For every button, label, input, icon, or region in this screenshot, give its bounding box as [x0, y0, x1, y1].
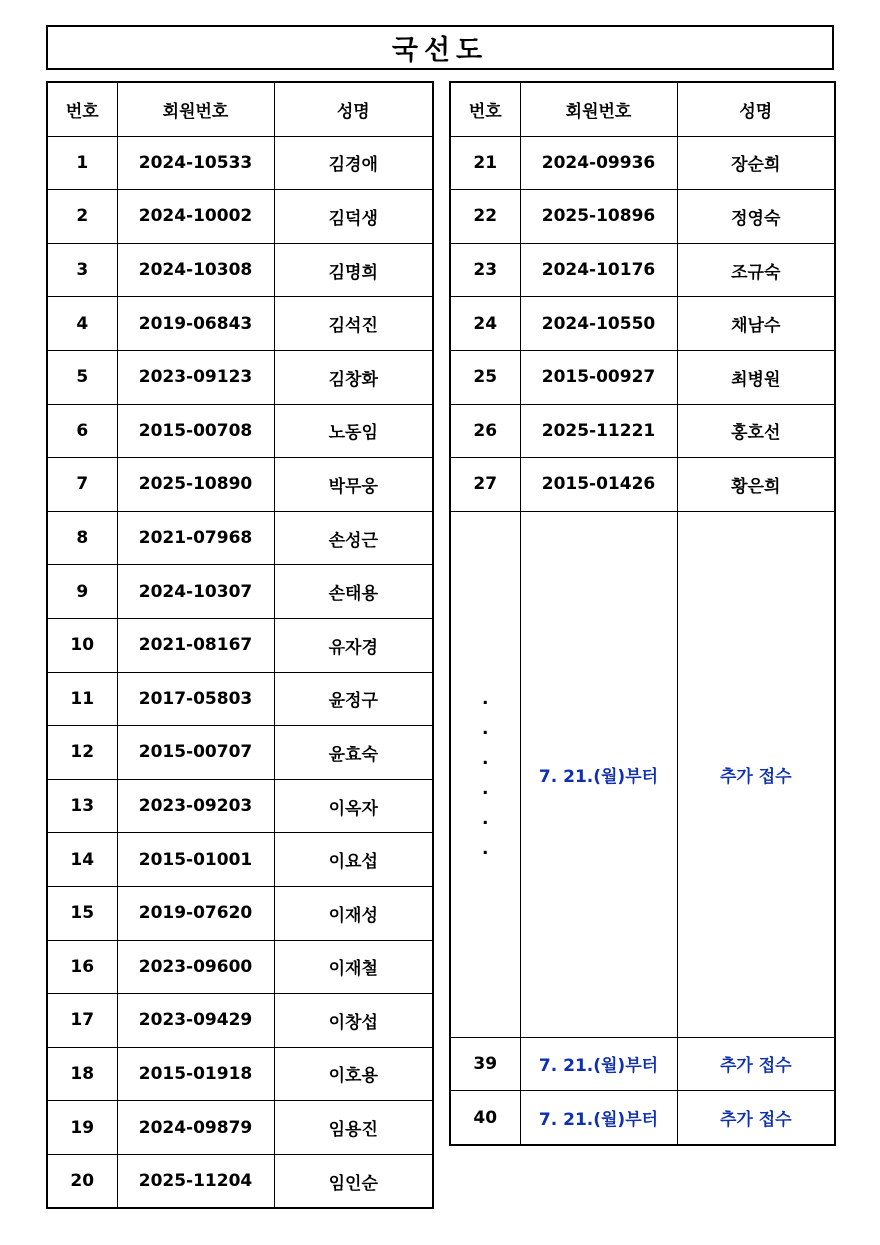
table-row: [47, 350, 433, 404]
table-row: [47, 779, 433, 833]
cell-member-id: 2019-07620: [117, 886, 274, 940]
cell-name: 정영숙: [677, 190, 835, 244]
table-row: [47, 190, 433, 244]
table-row: [47, 618, 433, 672]
cell-member-id: 2021-07968: [117, 511, 274, 565]
cell-member-id: 2025-10890: [117, 458, 274, 512]
table-row: [47, 511, 433, 565]
cell-name: 박무웅: [274, 458, 433, 512]
dot: .: [482, 839, 489, 860]
dot: .: [482, 809, 489, 830]
table-row: [47, 565, 433, 619]
table-row: [47, 1047, 433, 1101]
cell-name: 김덕생: [274, 190, 433, 244]
cell-member-id: 2024-09879: [117, 1101, 274, 1155]
cell-name: 이재성: [274, 886, 433, 940]
cell-no: 39: [450, 1037, 520, 1091]
table-row: [47, 886, 433, 940]
cell-name: 노동임: [274, 404, 433, 458]
cell-name: 추가 접수: [677, 1037, 835, 1091]
cell-name: 임용진: [274, 1101, 433, 1155]
header-no: 번호: [47, 82, 117, 136]
cell-no: 25: [450, 350, 520, 404]
cell-member-id: 2024-10550: [520, 297, 677, 351]
cell-no: 26: [450, 404, 520, 458]
header-no: 번호: [450, 82, 520, 136]
cell-member-id: 2015-01918: [117, 1047, 274, 1101]
cell-no: 16: [47, 940, 117, 994]
placeholder-note-cell: 추가 접수: [677, 511, 835, 1037]
table-row: [47, 672, 433, 726]
cell-member-id: 7. 21.(월)부터: [520, 1091, 677, 1145]
table-header-row: [450, 82, 835, 136]
cell-no: 11: [47, 672, 117, 726]
cell-member-id: 2025-11221: [520, 404, 677, 458]
placeholder-dots-cell: [450, 511, 520, 1037]
table-row: [450, 404, 835, 458]
table-row: [47, 297, 433, 351]
cell-no: 1: [47, 136, 117, 190]
table-row: [47, 404, 433, 458]
cell-name: 윤정구: [274, 672, 433, 726]
table-row: [47, 458, 433, 512]
table-row: [450, 1037, 835, 1091]
cell-no: 40: [450, 1091, 520, 1145]
placeholder-date-cell: 7. 21.(월)부터: [520, 511, 677, 1037]
cell-name: 이재철: [274, 940, 433, 994]
cell-name: 이호용: [274, 1047, 433, 1101]
cell-no: 7: [47, 458, 117, 512]
header-name: 성명: [677, 82, 835, 136]
cell-no: 8: [47, 511, 117, 565]
cell-no: 13: [47, 779, 117, 833]
table-row: [47, 243, 433, 297]
cell-name: 김석진: [274, 297, 433, 351]
cell-name: 추가 접수: [677, 1091, 835, 1145]
cell-no: 10: [47, 618, 117, 672]
cell-no: 24: [450, 297, 520, 351]
cell-no: 27: [450, 458, 520, 512]
table-row: [450, 136, 835, 190]
cell-no: 21: [450, 136, 520, 190]
cell-member-id: 2015-00707: [117, 726, 274, 780]
table-row: [47, 994, 433, 1048]
member-table-left: [46, 81, 434, 1209]
cell-member-id: 2015-00927: [520, 350, 677, 404]
cell-member-id: 2023-09123: [117, 350, 274, 404]
table-row: [450, 350, 835, 404]
dot: .: [482, 779, 489, 800]
header-member-id: 회원번호: [520, 82, 677, 136]
cell-member-id: 2023-09429: [117, 994, 274, 1048]
table-row: [450, 190, 835, 244]
cell-name: 손성근: [274, 511, 433, 565]
cell-name: 손태용: [274, 565, 433, 619]
cell-no: 19: [47, 1101, 117, 1155]
header-name: 성명: [274, 82, 433, 136]
cell-member-id: 2015-01426: [520, 458, 677, 512]
cell-no: 2: [47, 190, 117, 244]
cell-no: 9: [47, 565, 117, 619]
cell-member-id: 2015-00708: [117, 404, 274, 458]
cell-name: 이창섭: [274, 994, 433, 1048]
cell-name: 채남수: [677, 297, 835, 351]
cell-no: 17: [47, 994, 117, 1048]
cell-no: 20: [47, 1154, 117, 1208]
table-row: [47, 726, 433, 780]
cell-name: 최병원: [677, 350, 835, 404]
table-row: [47, 833, 433, 887]
table-row: [450, 458, 835, 512]
cell-no: 23: [450, 243, 520, 297]
cell-member-id: 2019-06843: [117, 297, 274, 351]
cell-member-id: 2023-09203: [117, 779, 274, 833]
cell-name: 김창화: [274, 350, 433, 404]
cell-no: 3: [47, 243, 117, 297]
cell-no: 6: [47, 404, 117, 458]
ellipsis-dots: [482, 684, 488, 864]
cell-name: 장순희: [677, 136, 835, 190]
cell-member-id: 2024-09936: [520, 136, 677, 190]
cell-member-id: 2025-10896: [520, 190, 677, 244]
header-member-id: 회원번호: [117, 82, 274, 136]
cell-member-id: 2024-10002: [117, 190, 274, 244]
cell-no: 5: [47, 350, 117, 404]
dot: .: [482, 689, 489, 710]
cell-member-id: 2024-10307: [117, 565, 274, 619]
cell-name: 황은희: [677, 458, 835, 512]
table-row: [47, 136, 433, 190]
cell-no: 14: [47, 833, 117, 887]
cell-name: 이옥자: [274, 779, 433, 833]
table-row: [450, 243, 835, 297]
cell-member-id: 2017-05803: [117, 672, 274, 726]
cell-name: 홍호선: [677, 404, 835, 458]
table-row: [47, 940, 433, 994]
cell-name: 유자경: [274, 618, 433, 672]
page-title: 국선도: [46, 25, 834, 70]
cell-name: 김명희: [274, 243, 433, 297]
cell-no: 4: [47, 297, 117, 351]
table-row: [450, 1091, 835, 1145]
cell-member-id: 2023-09600: [117, 940, 274, 994]
table-row: [47, 1154, 433, 1208]
cell-no: 12: [47, 726, 117, 780]
cell-member-id: 2024-10533: [117, 136, 274, 190]
cell-member-id: 2024-10176: [520, 243, 677, 297]
cell-member-id: 2021-08167: [117, 618, 274, 672]
cell-name: 김경애: [274, 136, 433, 190]
cell-member-id: 2015-01001: [117, 833, 274, 887]
cell-no: 15: [47, 886, 117, 940]
cell-name: 윤효숙: [274, 726, 433, 780]
member-table-right: [449, 81, 836, 1146]
cell-member-id: 2025-11204: [117, 1154, 274, 1208]
cell-name: 조규숙: [677, 243, 835, 297]
dot: .: [482, 719, 489, 740]
cell-member-id: 2024-10308: [117, 243, 274, 297]
cell-no: 22: [450, 190, 520, 244]
table-row: [47, 1101, 433, 1155]
table-header-row: [47, 82, 433, 136]
cell-name: 임인순: [274, 1154, 433, 1208]
cell-name: 이요섭: [274, 833, 433, 887]
dot: .: [482, 749, 489, 770]
cell-no: 18: [47, 1047, 117, 1101]
table-row: [450, 297, 835, 351]
cell-member-id: 7. 21.(월)부터: [520, 1037, 677, 1091]
